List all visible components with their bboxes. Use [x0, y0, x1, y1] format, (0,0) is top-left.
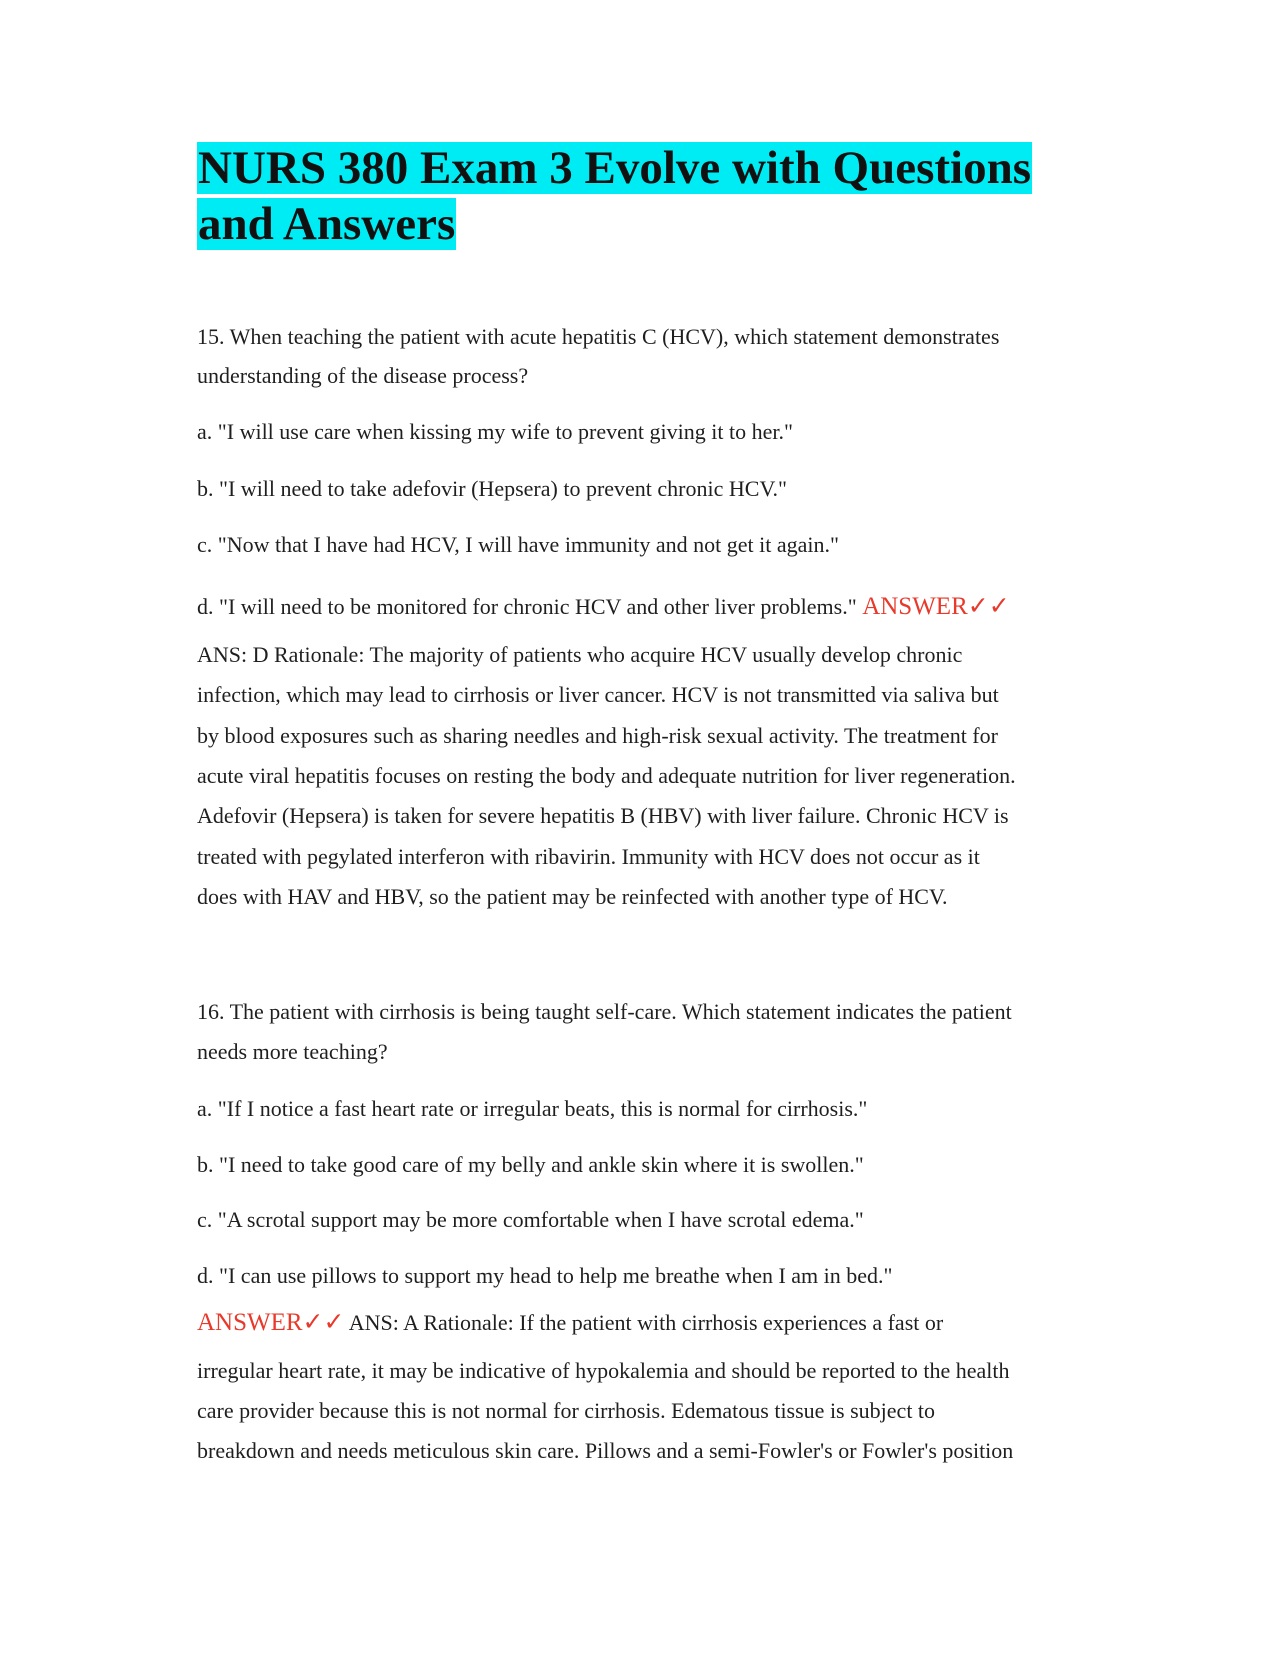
q15-rationale-line: by blood exposures such as sharing needles and high-risk sexual activity. The treatment for — [197, 723, 998, 748]
q15-option-c: c. "Now that I have had HCV, I will have immunity and not get it again." — [197, 532, 839, 557]
q15-answer-marker: ANSWER✓✓ — [862, 593, 1010, 620]
title-highlight-line2: and Answers — [198, 198, 456, 250]
q15-rationale-line: ANS: D Rationale: The majority of patients who acquire HCV usually develop chronic — [197, 642, 963, 667]
q15-option-b: b. "I will need to take adefovir (Hepsera) to prevent chronic HCV." — [197, 476, 787, 501]
q15-rationale-line: does with HAV and HBV, so the patient may be reinfected with another type of HCV. — [197, 884, 948, 909]
q16-rationale-line: irregular heart rate, it may be indicative of hypokalemia and should be reported to the health — [197, 1358, 1010, 1383]
title-highlight-line1: NURS 380 Exam 3 Evolve with Questions — [198, 142, 1032, 194]
q15-option-d-line — [197, 593, 1010, 621]
q15-rationale-line: acute viral hepatitis focuses on resting the body and adequate nutrition for liver regeneration. — [197, 763, 1016, 788]
q16-stem-line1: 16. The patient with cirrhosis is being taught self-care. Which statement indicates the patient — [197, 999, 1012, 1024]
q15-option-d: d. "I will need to be monitored for chronic HCV and other liver problems." — [197, 594, 857, 619]
q16-option-a: a. "If I notice a fast heart rate or irregular beats, this is normal for cirrhosis." — [197, 1096, 868, 1121]
q15-stem-line1: 15. When teaching the patient with acute hepatitis C (HCV), which statement demonstrates — [197, 324, 1000, 349]
q15-rationale-line: Adefovir (Hepsera) is taken for severe hepatitis B (HBV) with liver failure. Chronic HCV is — [197, 803, 1009, 828]
document-title — [197, 140, 1077, 252]
q16-rationale-line: breakdown and needs meticulous skin care. Pillows and a semi-Fowler's or Fowler's position — [197, 1438, 1014, 1463]
q15-stem-line2: understanding of the disease process? — [197, 363, 529, 388]
q16-answer-line — [197, 1309, 943, 1337]
q15-rationale-line: treated with pegylated interferon with ribavirin. Immunity with HCV does not occur as it — [197, 844, 980, 869]
q16-option-c: c. "A scrotal support may be more comfortable when I have scrotal edema." — [197, 1207, 864, 1232]
q16-option-b: b. "I need to take good care of my belly and ankle skin where it is swollen." — [197, 1152, 864, 1177]
q16-answer-marker: ANSWER✓✓ — [197, 1309, 345, 1336]
q15-option-a: a. "I will use care when kissing my wife to prevent giving it to her." — [197, 419, 793, 444]
q16-stem-line2: needs more teaching? — [197, 1039, 388, 1064]
q16-rationale-line: care provider because this is not normal for cirrhosis. Edematous tissue is subject to — [197, 1398, 936, 1423]
q16-rationale-first: ANS: A Rationale: If the patient with cirrhosis experiences a fast or — [348, 1310, 944, 1335]
q15-rationale-line: infection, which may lead to cirrhosis or liver cancer. HCV is not transmitted via saliva but — [197, 682, 999, 707]
q16-option-d: d. "I can use pillows to support my head to help me breathe when I am in bed." — [197, 1263, 893, 1288]
